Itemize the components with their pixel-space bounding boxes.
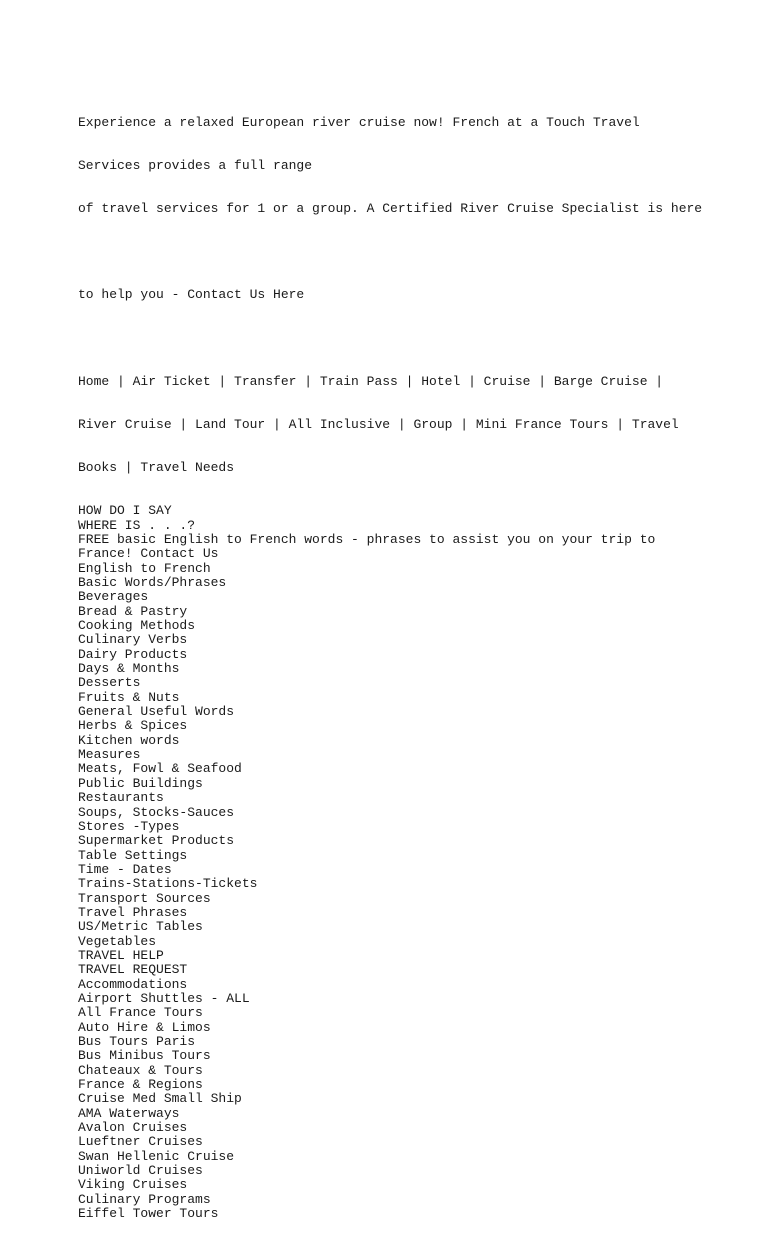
intro-line-2: Services provides a full range (78, 157, 313, 173)
intro-line-3: of travel services for 1 or a group. A Certified River Cruise Specialist is here (78, 200, 703, 216)
list-item: Beverages (78, 589, 149, 605)
list-item: Bus Minibus Tours (78, 1048, 211, 1064)
list-item: Auto Hire & Limos (78, 1019, 211, 1035)
list-item: Swan Hellenic Cruise (78, 1148, 235, 1164)
list-item: Chateaux & Tours (78, 1062, 203, 1078)
list-item: TRAVEL REQUEST (78, 962, 188, 978)
nav-line-2: River Cruise | Land Tour | All Inclusive | Group | Mini France Tours | Travel (78, 417, 679, 433)
list-item: Cooking Methods (78, 618, 196, 634)
list-item: Lueftner Cruises (78, 1134, 203, 1150)
list-item: Supermarket Products (78, 833, 235, 849)
list-item: Days & Months (78, 661, 180, 677)
list-item: France! Contact Us (78, 546, 219, 562)
list-item: Measures (78, 747, 141, 763)
list-item: Table Settings (78, 847, 188, 863)
list-item: Vegetables (78, 933, 157, 949)
list-item: Uniworld Cruises (78, 1163, 203, 1179)
list-item: HOW DO I SAY (78, 503, 172, 519)
list-item: Bus Tours Paris (78, 1034, 196, 1049)
list-item: Meats, Fowl & Seafood (78, 761, 242, 777)
list-item: Restaurants (78, 790, 164, 806)
list-item: Desserts (78, 675, 141, 691)
list-item: Time - Dates (78, 861, 172, 877)
document-page (78, 87, 758, 1236)
list-item: Herbs & Spices (78, 718, 188, 734)
list-item: Public Buildings (78, 775, 203, 791)
intro-line-1: Experience a relaxed European river cruise now! French at a Touch Travel (78, 114, 640, 130)
list-item: Eiffel Tower Tours (78, 1206, 219, 1222)
list-item: English to French (78, 560, 211, 576)
list-item: France & Regions (78, 1077, 203, 1093)
nav-line-3: Books | Travel Needs (78, 460, 235, 476)
list-item: General Useful Words (78, 704, 235, 720)
list-item: Accommodations (78, 976, 188, 992)
intro-line-4: to help you - Contact Us Here (78, 287, 305, 303)
list-item: Bread & Pastry (78, 603, 188, 619)
list-item: Basic Words/Phrases (78, 575, 227, 590)
list-item: Fruits & Nuts (78, 689, 180, 705)
list-item: Kitchen words (78, 732, 180, 748)
list-item: Dairy Products (78, 646, 188, 662)
list-item: Culinary Programs (78, 1191, 211, 1207)
list-item: Airport Shuttles - ALL (78, 990, 250, 1006)
list-item: US/Metric Tables (78, 919, 203, 935)
list-item: TRAVEL HELP (78, 947, 164, 963)
list-item: Travel Phrases (78, 904, 188, 920)
list-item: Transport Sources (78, 890, 211, 906)
list-item: Cruise Med Small Ship (78, 1091, 242, 1107)
spacer (78, 245, 758, 260)
list-item: AMA Waterways (78, 1105, 180, 1121)
list-item: Trains-Stations-Tickets (78, 876, 258, 892)
list-item: Viking Cruises (78, 1177, 188, 1193)
list-item: WHERE IS . . .? (78, 517, 196, 533)
list-item: All France Tours (78, 1005, 203, 1021)
list-item: Avalon Cruises (78, 1120, 188, 1136)
list-item: Soups, Stocks-Sauces (78, 804, 235, 820)
item-list (78, 504, 758, 1221)
list-item: Culinary Verbs (78, 632, 188, 648)
nav-line-1: Home | Air Ticket | Transfer | Train Pass | Hotel | Cruise | Barge Cruise | (78, 374, 664, 390)
spacer (78, 332, 758, 347)
list-item: FREE basic English to French words - phrases to assist you on your trip to (78, 531, 656, 547)
list-item: Stores -Types (78, 818, 180, 834)
